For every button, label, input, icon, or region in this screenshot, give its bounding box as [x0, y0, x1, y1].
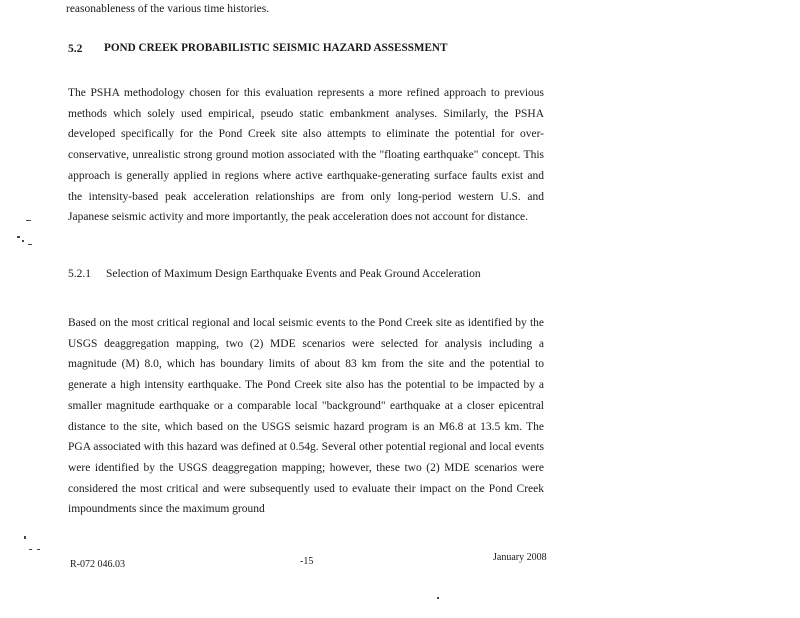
subsection-number: 5.2.1: [68, 268, 91, 280]
scan-speck: [37, 549, 40, 550]
footer-doc-number: R-072 046.03: [70, 559, 125, 570]
top-fragment-text: reasonableness of the various time histories.: [66, 3, 270, 15]
scan-speck: [29, 549, 32, 550]
subsection-title: Selection of Maximum Design Earthquake Events and Peak Ground Acceleration: [106, 268, 481, 280]
section-title: POND CREEK PROBABILISTIC SEISMIC HAZARD ASSESSMENT: [104, 42, 448, 54]
scan-speck: [28, 244, 32, 245]
scan-speck: [17, 236, 20, 238]
scan-speck: [22, 240, 24, 242]
subsection-paragraph: Based on the most critical regional and local seismic events to the Pond Creek site as identified by the USGS deaggregation mapping, two (2) MDE scenarios were selected for analysis including a magnitude (M) 8.0, which has boundary limits of about 83 km from the site and the potential to generate a high intensity earthquake. The Pond Creek site also has the potential to be impacted by a smaller magnitude earthquake or a comparable local "background" earthquake at a closer epicentral distance to the site, which based on the USGS seismic hazard program is an M6.8 at 13.5 km. The PGA associated with this hazard was defined at 0.54g. Several other potential regional and local events were identified by the USGS deaggregation mapping; however, these two (2) MDE scenarios were considered the most critical and were subsequently used to evaluate their impact on the Pond Creek impoundments since the maximum ground: [68, 317, 544, 516]
section-paragraph: The PSHA methodology chosen for this evaluation represents a more refined approach to previous methods which solely used empirical, pseudo static embankment analyses. Similarly, the PSHA developed specifically for the Pond Creek site also attempts to eliminate the potential for over-conservative, unrealistic strong ground motion associated with the "floating earthquake" concept. This approach is generally applied in regions where active earthquake-generating surface faults exist and the intensity-based peak acceleration relationships are from only long-period western U.S. and Japanese seismic activity and more importantly, the peak acceleration does not account for distance.: [68, 87, 544, 224]
footer-date: January 2008: [493, 552, 547, 563]
scan-speck: [437, 597, 439, 599]
scan-speck: [26, 220, 31, 221]
section-number: 5.2: [68, 43, 83, 55]
footer-page-number: -15: [300, 556, 314, 567]
scan-speck: [24, 536, 26, 539]
